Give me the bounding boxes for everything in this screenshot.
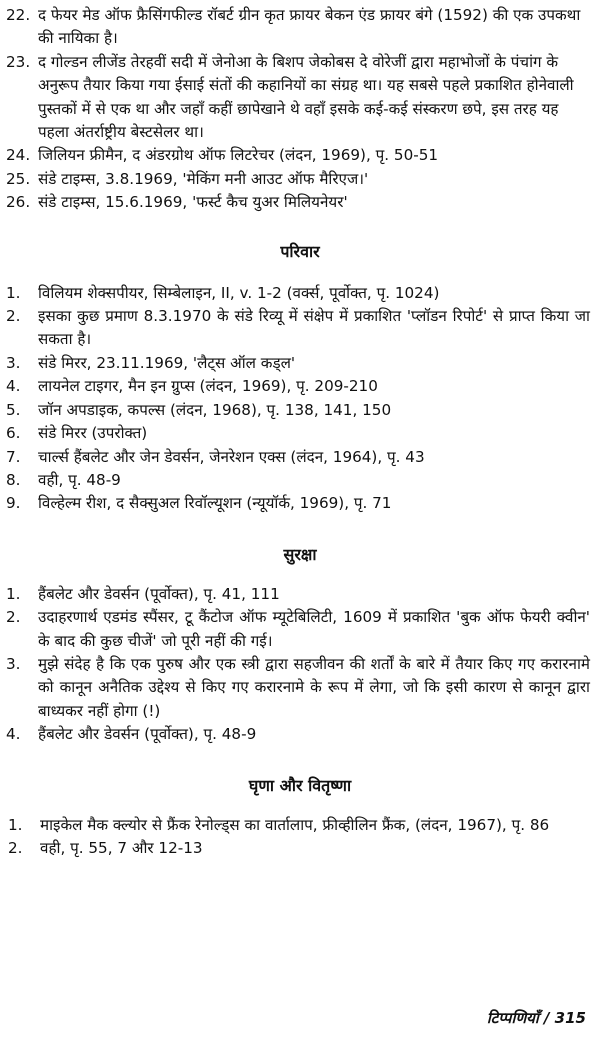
note-number: 4. — [6, 377, 21, 396]
note-text: द गोल्डन लीजेंड तेरहवीं सदी में जेनोआ के बिशप जेकोबस दे वोरेजीं द्वारा महाभोजों के पंचांग के अनुरूप तैयार किया गया ईसाई संतों की कहानियों का संग्रह था। यह सबसे पहले प्रकाशित होनेवाली पुस्तकों में से एक था और जहाँ कहीं छापेखाने थे वहाँ इसके कई-कई संस्करण छपे, इस तरह यह पहला अंतर्राष्ट्रीय बेस्टसेलर था। — [38, 52, 574, 142]
note-item — [0, 814, 600, 837]
note-text: द फेयर मेड ऑफ फ्रैसिंगफील्ड रॉबर्ट ग्रीन कृत फ्रायर बेकन एंड फ्रायर बंगे (1592) की एक उपकथा की नायिका है। — [38, 6, 581, 48]
page — [0, 4, 600, 1034]
section-heading: घृणा और वितृष्णा — [248, 775, 352, 795]
note-item — [0, 469, 600, 492]
section-hatred-disgust — [0, 774, 600, 861]
note-number: 1. — [8, 815, 23, 834]
note-item — [0, 305, 600, 352]
note-item — [0, 4, 600, 51]
note-item — [0, 492, 600, 515]
note-item — [0, 144, 600, 167]
note-number: 24. — [6, 146, 31, 165]
note-item — [0, 51, 600, 145]
note-item — [0, 352, 600, 375]
note-number: 6. — [6, 424, 21, 443]
note-text: उदाहरणार्थ एडमंड स्पैंसर, टू कैंटोज ऑफ म्यूटेबिलिटी, 1609 में प्रकाशित 'बुक ऑफ फेयरी क्वीन' के बाद की कुछ चीजें' जो पूरी नहीं की गई। — [38, 608, 590, 650]
note-number: 1. — [6, 283, 21, 302]
notes-continued — [0, 4, 600, 215]
note-text: संडे मिरर, 23.11.1969, 'लैट्स ऑल कड्ल' — [38, 353, 296, 372]
note-item — [0, 653, 600, 723]
note-number: 2. — [8, 838, 23, 857]
note-text: हैंबलेट और डेवर्सन (पूर्वोक्त), पृ. 48-9 — [38, 725, 257, 744]
note-number: 2. — [6, 307, 21, 326]
note-item — [0, 375, 600, 398]
note-number: 23. — [6, 52, 31, 71]
note-item — [0, 606, 600, 653]
note-number: 1. — [6, 584, 21, 603]
note-text: संडे टाइम्स, 3.8.1969, 'मेकिंग मनी आउट ऑफ मैरिएज।' — [38, 169, 369, 188]
note-number: 25. — [6, 169, 31, 188]
note-item — [0, 168, 600, 191]
note-text: माइकेल मैक क्ल्योर से फ्रैंक रेनोल्ड्स का वार्तालाप, फ्रीव्हीलिन फ्रैंक, (लंदन, 1967), पृ. 86 — [40, 815, 550, 834]
note-text: जिलियन फ्रीमैन, द अंडरग्रोथ ऑफ लिटरेचर (लंदन, 1969), पृ. 50-51 — [38, 146, 439, 165]
note-item — [0, 583, 600, 606]
note-number: 3. — [6, 654, 21, 673]
note-number: 9. — [6, 494, 21, 513]
page-footer: टिप्पणियाँ / 315 — [486, 1009, 586, 1027]
note-item — [0, 422, 600, 445]
note-text: चार्ल्स हैंबलेट और जेन डेवर्सन, जेनरेशन एक्स (लंदन, 1964), पृ. 43 — [38, 447, 425, 466]
note-number: 2. — [6, 608, 21, 627]
note-text: विलियम शेक्सपीयर, सिम्बेलाइन, II, v. 1-2 (वर्क्स, पूर्वोक्त, पृ. 1024) — [38, 283, 440, 302]
note-text: जॉन अपडाइक, कपल्स (लंदन, 1968), पृ. 138, 141, 150 — [38, 400, 392, 419]
note-number: 26. — [6, 193, 31, 212]
section-security — [0, 543, 600, 747]
note-item — [0, 191, 600, 214]
note-number: 5. — [6, 400, 21, 419]
section-family — [0, 240, 600, 516]
section-heading: सुरक्षा — [283, 544, 317, 564]
note-text: मुझे संदेह है कि एक पुरुष और एक स्त्री द्वारा सहजीवन की शर्तों के बारे में तैयार किए गए करारनामे को कानून अनैतिक उद्देश्य से किए गए करारनामे के रूप में लेगा, जो कि इसी कारण से कानून द्वारा बाध्यकर नहीं होगा (!) — [38, 654, 590, 720]
note-number: 3. — [6, 353, 21, 372]
note-text: हैंबलेट और डेवर्सन (पूर्वोक्त), पृ. 41, 111 — [38, 584, 280, 603]
note-text: संडे टाइम्स, 15.6.1969, 'फर्स्ट कैच युअर मिलियनेयर' — [38, 193, 348, 212]
note-text: वही, पृ. 48-9 — [38, 470, 121, 489]
note-number: 7. — [6, 447, 21, 466]
note-item — [0, 446, 600, 469]
section-heading: परिवार — [280, 241, 320, 261]
note-item — [0, 282, 600, 305]
note-text: विल्हेल्म रीश, द सैक्सुअल रिवॉल्यूशन (न्यूयॉर्क, 1969), पृ. 71 — [38, 494, 392, 513]
note-text: लायनेल टाइगर, मैन इन ग्रुप्स (लंदन, 1969), पृ. 209-210 — [38, 377, 378, 396]
note-item — [0, 723, 600, 746]
note-number: 4. — [6, 725, 21, 744]
note-item — [0, 837, 600, 860]
note-item — [0, 399, 600, 422]
note-text: संडे मिरर (उपरोक्त) — [38, 424, 148, 443]
note-text: इसका कुछ प्रमाण 8.3.1970 के संडे रिव्यू में संक्षेप में प्रकाशित 'प्लॉडन रिपोर्ट' से प्राप्त किया जा सकता है। — [38, 307, 590, 349]
note-text: वही, पृ. 55, 7 और 12-13 — [40, 838, 203, 857]
note-number: 22. — [6, 6, 31, 24]
note-number: 8. — [6, 470, 21, 489]
